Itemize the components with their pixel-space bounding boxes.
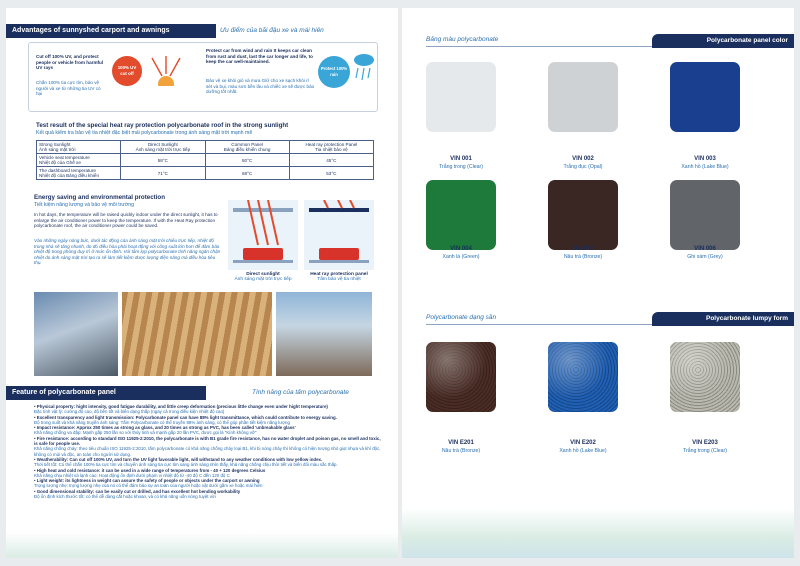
feature-vi: Đặc tính vật lý: cường độ cao, độ bền tốt và biến dạng thấp (ngay cả trong điều kiện nhiệt độ cao) [34,409,225,415]
advantages-title: Advantages of sunnyshed carport and awnings [6,24,216,38]
sun-rays-icon [146,54,186,86]
list-item: • Good dimensional stability: can be easily cut or drilled, and has excellent hot bending workability Độ ổn định kích thước tốt: có thể dễ dàng cắt hoặc khoan, và có khả năng uốn nóng tuyệt vời [34,488,241,500]
caption-direct-sunlight [224,272,302,282]
swatch-vin-002[interactable] [548,62,618,132]
walkway-photo [122,292,272,376]
swatch-vin-001[interactable] [426,62,496,132]
table-cell: Strong Sunlight Ánh sáng mặt trời [37,141,121,154]
table-cell: 58°C [121,154,205,167]
swatch-code: VIN E202 [570,440,596,446]
energy-text-en: In hot days, the temperature will be raised quickly indoor under the direct sunlight, it has to enlarge the air conditioner power to keep the temperature. If with the Heat Ray protection polycarbonate roof, the air conditioner power could be saved. [34,212,218,229]
rain-badge-label: Protect 100% rain [320,66,348,77]
table-cell: 45°C [289,154,373,167]
feature-en: Fire resistance: according to standard ISO 11925-2:2010, the polycarbonate is with B1 grade fire resistance, has no water droplet and poison gas, no smell and toxic, is safe for people use. [34,435,381,447]
carport-photo-2 [276,292,372,376]
swatch-name: Ghi xám (Grey) [687,254,723,260]
list-item: • High heat and cold resistance: it can be used in a wide range of temperatures from - 40 + 120 degrees Celsius Khả năng chịu nhiệt và lạnh cao: Hoạt động ổn định dưới phạm vi nhiệt độ từ -40 độ C đến 120 độ C [34,467,266,478]
list-item: • Excellent transparency and light transmission: Polycarbonate panel can have 88% light transmittance, which could contribute to energy saving. Độ trong suốt và khả năng truyền ánh sáng: Tấm Polycarbonate có thể truyền 88% ánh sáng, có thể góp phần tiết kiệm năng lượng [34,414,337,425]
swatch-code: VIN E201 [448,440,474,446]
decorative-wave [402,508,794,558]
swatch-name: Xanh hồ (Lake Blue) [681,164,729,170]
caption-direct-en: Direct sunlight [246,272,280,277]
feature-vi: Thời tiết tốt: Có thể chắn 100% tia cực tím và chuyển ánh sáng tia cực tím sang ánh sáng nhìn thấy, khả năng chống chịu thời tiết và biến đổi màu sắc thấp. [34,462,338,468]
list-item: • Weatherability: Can cut off 100% UV, and turn the UV light favorable light, will withstand to any weather conditions with low yellow index. Thời tiết tốt: Có thể chắn 100% tia cực tím và chuyển ánh sáng tia cực tím sang ánh sáng nhìn thấy, khả năng chống chịu thời tiết và biến đổi màu sắc thấp. [34,456,338,468]
features-list [34,404,384,499]
color-title-vi: Bảng màu polycarbonate [426,36,499,43]
caption-direct-vi: Ánh sáng mặt trời trực tiếp [234,277,292,282]
energy-subtitle: Tiết kiệm năng lượng và bảo vệ môi trường [34,202,135,208]
rain-cloud-icon [352,52,376,86]
swatch-vin-e201[interactable] [426,342,496,412]
uv-badge-icon [112,56,142,86]
swatch-code: VIN 001 [450,156,472,162]
list-item: • Impact resistance: Approx 250 times as strong as glass, and 20 times as strong as PVC, has been called 'unbreakable glass' Khả năng chống va đập: Mạnh gấp 250 lần so với thủy tinh và mạnh gấp 20 lần PVC, được gọi là "Kính không vỡ" [34,425,296,436]
decorative-wave [6,532,398,558]
test-table [36,140,374,180]
energy-title: Energy saving and environmental protection [34,194,165,201]
swatch-name: Trắng trong (Clear) [439,164,483,170]
list-item: • Light weight: its lightness in weight can assure the safety of people or objects under the carport or awning Trọng lượng nhẹ: trọng lượng nhẹ của nó có thể đảm bảo sự an toàn của người hoặc vật dưới gầm xe hoặc mái hiên [34,478,263,489]
feature-en: Good dimensional stability: can be easily cut or drilled, and has excellent hot bending workability [36,488,241,494]
list-item: • Fire resistance: according to standard ISO 11925-2:2010, the polycarbonate is with B1 grade fire resistance, has no water droplet and poison gas, no smell and toxic, is safe for people use. Khả năng chống cháy: theo tiêu chuẩn ISO 11925-2:2010, tấm polycarbonate có khả năng chống cháy loại B1, khi bị nóng chảy thì không có hiện tượng nhỏ giọt nhựa và khí độc, không có mùi và độc, an toàn cho người sử dụng. [34,435,381,457]
rain-text-en: Protect car from wind and rain It keeps car clean from rust and dust, last the car longer and life, to keep the car well-maintained. [206,48,313,65]
features-title: Feature of polycarbonate panel [6,386,206,400]
lumpy-title-en: Polycarbonate lumpy form [652,312,794,326]
swatch-vin-005[interactable] [548,180,618,250]
feature-vi: Độ trong suốt và khả năng truyền ánh sáng: Tấm Polycarbonate có thể truyền 88% ánh sáng, có thể góp phần tiết kiệm năng lượng [34,419,290,425]
test-subtitle: Kết quả kiểm tra bảo vệ tia nhiệt đặc biệt mái polycarbonate trong ánh sáng mặt trời mạnh mẽ [36,130,253,136]
swatch-name: Nâu trà (Bronze) [441,448,481,454]
energy-text-vi: Vào những ngày nóng bức, dưới tác động của ánh sáng mặt trời chiếu trực tiếp, nhiệt độ trong nhà sẽ tăng nhanh, do đó điều hòa phải hoạt động với công suất lớn hơn để đảm bảo nhiệt độ trong phòng duy trì ở mức ổn định. Với tấm lợp polycarbonate tính năng ngăn chặn nhiệt do ánh sáng mặt trời tạo ra sẽ làm tiết kiệm được lượng điện năng mà điều hòa tiêu thụ. [34,238,221,266]
features-subtitle: Tính năng của tấm polycarbonate [252,389,349,396]
rain-badge-icon [318,56,350,88]
feature-en: Weatherability: Can cut off 100% UV, and turn the UV light favorable light, will withstand to any weather conditions with low yellow index. [36,456,323,462]
table-cell: Vehicle seat temperature Nhiệt độ của Ghế xe [37,154,121,167]
left-page [6,8,398,558]
swatch-vin-e202[interactable] [548,342,618,412]
swatch-vin-e203[interactable] [670,342,740,412]
table-cell: Heat ray protection Panel Tia nhiệt bảo vệ [289,141,373,154]
feature-vi: Khả năng chống cháy: theo tiêu chuẩn ISO 11925-2:2010, tấm polycarbonate có khả năng chống cháy loại B1, khi bị nóng chảy thì không có hiện tượng nhỏ giọt nhựa và khí độc, không có mùi và độc, an toàn cho người sử dụng. [34,446,381,457]
right-page [402,8,794,558]
caption-heat-vi: Tấm bảo vệ tia nhiệt [317,277,361,282]
color-title-en: Polycarbonate panel color [652,34,794,48]
caption-heat-protection [300,272,378,282]
feature-vi: Độ ổn định kích thước tốt: có thể dễ dàng cắt hoặc khoan, và có khả năng uốn nóng tuyệt vời [34,494,216,500]
swatch-code: VIN E203 [692,440,718,446]
swatch-code: VIN 004 [450,246,472,252]
table-row [37,141,374,154]
feature-vi: Khả năng chống va đập: Mạnh gấp 250 lần so với thủy tinh và mạnh gấp 20 lần PVC, được gọi là "Kính không vỡ" [34,430,257,436]
feature-vi: Trọng lượng nhẹ: trọng lượng nhẹ của nó có thể đảm bảo sự an toàn của người hoặc vật dưới gầm xe hoặc mái hiên [34,483,263,489]
feature-en: Excellent transparency and light transmission: Polycarbonate panel can have 88% light transmittance, which could contribute to energy saving. [36,414,337,420]
uv-text-en: Cut off 100% UV, and protect people or vehicle from harmful UV rays [36,54,104,71]
feature-vi: Khả năng chịu nhiệt và lạnh cao: Hoạt động ổn định dưới phạm vi nhiệt độ từ -40 độ C đến 120 độ C [34,472,230,478]
lumpy-title-vi: Polycarbonate dạng sần [426,314,497,321]
swatch-code: VIN 002 [572,156,594,162]
uv-badge-label: 100% UV cut off [117,65,137,76]
table-cell: 68°C [205,167,289,180]
swatch-vin-003[interactable] [670,62,740,132]
feature-en: High heat and cold resistance: it can be used in a wide range of temperatures from - 40 + 120 degrees Celsius [36,467,266,473]
feature-en: Physical property: hight intensity, good fatigue durability, and little creep deformation (precious little change even under hight temperature) [36,404,328,409]
divider [426,324,676,325]
table-cell: Direct Sunlight Ánh sáng mặt trời trực tiếp [121,141,205,154]
caption-heat-en: Heat ray protection panel [310,272,368,277]
table-cell: 50°C [205,154,289,167]
swatch-code: VIN 003 [694,156,716,162]
feature-en: Light weight: its lightness in weight can assure the safety of people or objects under the carport or awning [36,478,260,484]
swatch-name: Trắng trong (Clear) [683,448,727,454]
carport-photo-1 [34,292,118,376]
heat-protection-illustration [304,200,374,270]
list-item: • Physical property: hight intensity, good fatigue durability, and little creep deformation (precious little change even under hight temperature) Đặc tính vật lý: cường độ cao, độ bền tốt và biến dạng thấp (ngay cả trong điều kiện nhiệt độ cao) [34,404,328,415]
feature-en: Impact resistance: Approx 250 times as strong as glass, and 20 times as strong as PVC, has been called 'unbreakable glass' [36,425,296,431]
direct-sunlight-illustration [228,200,298,270]
swatch-code: VIN 006 [694,246,716,252]
swatch-code: VIN 005 [572,246,594,252]
table-cell: Common Panel Bảng điều khiển chung [205,141,289,154]
advantages-subtitle: Ưu điểm của bãi đậu xe và mái hiên [220,27,324,34]
swatch-vin-004[interactable] [426,180,496,250]
swatch-name: Trắng đục (Opal) [563,164,603,170]
test-title: Test result of the special heat ray protection polycarbonate roof in the strong sunlight [36,122,289,129]
uv-text-vi: Chắn 100% tia cực tím, bảo vệ người và xe từ những tia UV có hại [36,80,101,97]
divider [426,46,676,47]
rain-text-vi: Bảo vệ xe khỏi gió và mưa Giữ cho xe sạch khỏi rỉ sét và bụi, màu sơn bền lâu và chiếc xe sẽ được bảo dưỡng tốt nhất. [206,78,315,95]
swatch-name: Xanh lá (Green) [442,254,480,260]
swatch-name: Xanh hồ (Lake Blue) [559,448,607,454]
table-row [37,154,374,167]
table-cell: 53°C [289,167,373,180]
table-cell: 71°C [121,167,205,180]
table-cell: The dashboard temperature Nhiệt độ của Bảng điều khiển [37,167,121,180]
table-row [37,167,374,180]
swatch-vin-006[interactable] [670,180,740,250]
swatch-name: Nâu trà (Bronze) [563,254,603,260]
